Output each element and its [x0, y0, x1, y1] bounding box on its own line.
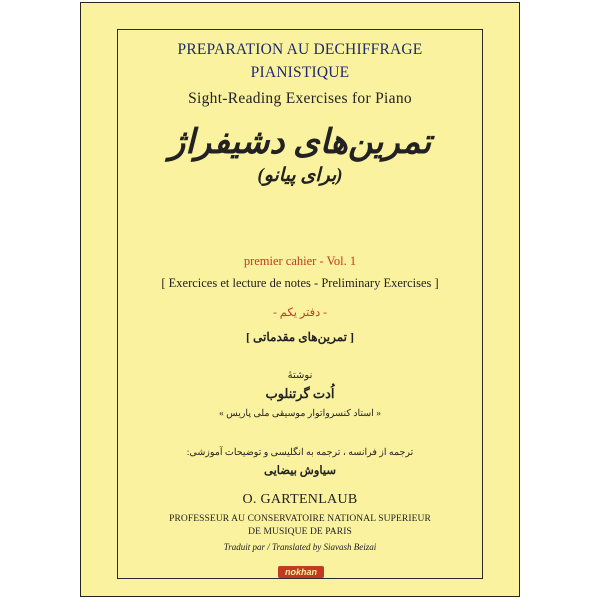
persian-title: تمرین‌های دشیفراژ: [168, 124, 432, 161]
publisher-name: nokhan: [284, 567, 317, 577]
persian-volume-label: - دفتر یکم -: [273, 307, 327, 319]
author-title-line-1: PROFESSEUR AU CONSERVATOIRE NATIONAL SUPERIEUR: [169, 514, 431, 524]
persian-author-name: اُدت گرتنلوب: [265, 386, 335, 401]
persian-subtitle: (برای پیانو): [257, 165, 343, 186]
persian-author-title: « استاد کنسرواتوار موسیقی ملی پاریس »: [218, 409, 382, 419]
persian-translation-note: ترجمه از فرانسه ، ترجمه به انگلیسی و توضیحات آموزشی:: [186, 448, 414, 458]
title-line-2: PIANISTIQUE: [250, 64, 350, 81]
book-cover: [80, 2, 520, 597]
persian-by-label: نوشتهٔ: [287, 370, 313, 381]
author-name: O. GARTENLAUB: [242, 492, 358, 507]
english-subtitle: Sight-Reading Exercises for Piano: [188, 90, 412, 107]
cover-frame: [117, 29, 483, 579]
exercises-label: [ Exercices et lecture de notes - Preliminary Exercises ]: [161, 276, 439, 290]
publisher-logo: [278, 566, 324, 578]
author-title-line-2: DE MUSIQUE DE PARIS: [248, 527, 352, 537]
translator-credit: Traduit par / Translated by Siavash Beizai: [223, 542, 377, 552]
title-line-1: PREPARATION AU DECHIFFRAGE: [177, 41, 423, 58]
persian-translator-name: سیاوش بیضایی: [263, 465, 336, 477]
volume-label: premier cahier - Vol. 1: [243, 254, 357, 268]
persian-exercises-label: [ تمرین‌های مقدماتی ]: [246, 330, 354, 344]
